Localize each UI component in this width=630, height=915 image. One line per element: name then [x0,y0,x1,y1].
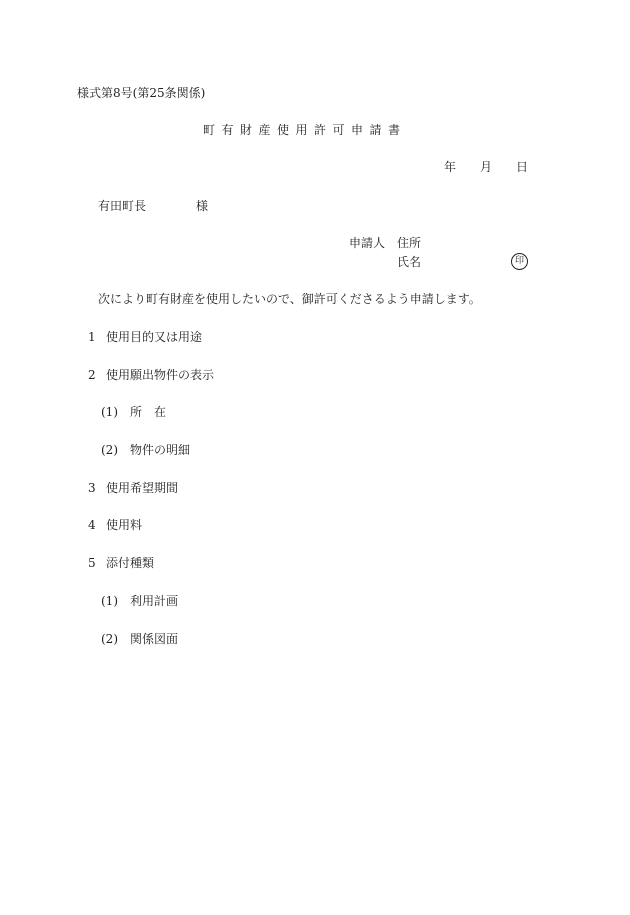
item-number: 3 [88,481,96,495]
item-number: 1 [88,330,96,344]
applicant-address-label: 住所 [397,236,422,250]
applicant-label: 申請人 [349,236,386,250]
addressee-name: 有田町長 [98,199,147,213]
seal-mark-icon: 印 [511,253,528,270]
item-label: 使用目的又は用途 [106,330,203,344]
sub-item-label: 利用計画 [130,594,179,608]
item-label: 使用願出物件の表示 [106,368,215,382]
sub-item-number: (1) [101,594,118,608]
form-number: 様式第8号(第25条関係) [77,86,206,100]
applicant-name-label: 氏名 [397,255,422,269]
sub-item-label: 物件の明細 [130,443,191,457]
addressee-honorific: 様 [196,199,209,213]
date-year-label: 年 [444,160,457,174]
item-number: 4 [88,518,96,532]
sub-item-label: 関係図面 [130,632,179,646]
item-label: 使用料 [106,518,143,532]
request-statement: 次により町有財産を使用したいので、御許可くださるよう申請します。 [98,292,481,306]
date-day-label: 日 [516,160,529,174]
date-month-label: 月 [480,160,493,174]
document-title: 町有財産使用許可申請書 [203,123,407,137]
sub-item-number: (1) [101,405,118,419]
item-label: 添付種類 [106,556,155,570]
sub-item-number: (2) [101,443,118,457]
sub-item-label: 所在 [130,405,179,419]
sub-item-number: (2) [101,632,118,646]
item-label: 使用希望期間 [106,481,179,495]
item-number: 5 [88,556,96,570]
item-number: 2 [88,368,96,382]
